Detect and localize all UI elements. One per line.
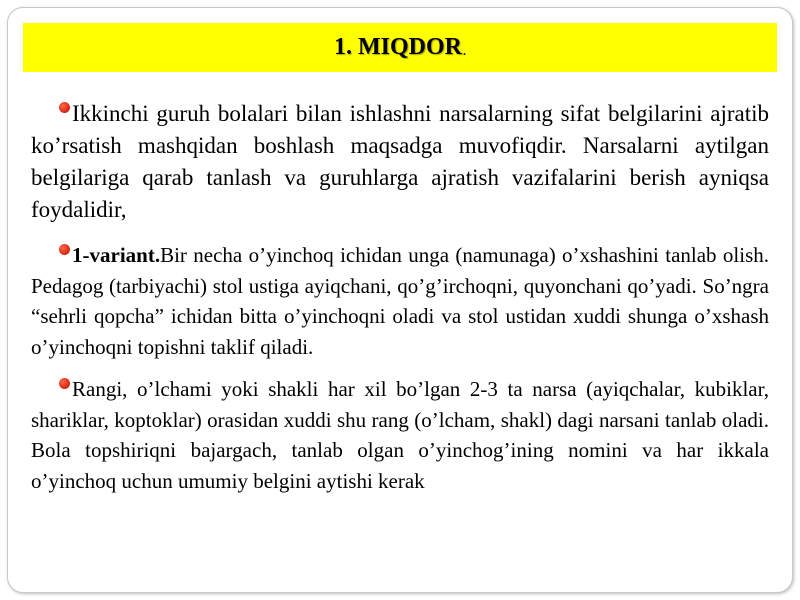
- paragraph-1: [31, 98, 769, 226]
- bullet-icon: [59, 102, 70, 113]
- paragraph-3: [31, 374, 769, 496]
- paragraph-text: Rangi, o’lchami yoki shakli har xil bo’lgan 2-3 ta narsa (ayiqchalar, kubiklar, shariklar, koptoklar) orasidan xuddi shu rang (o’lcham, shakl) dagi narsani tanlab oladi. Bola topshiriqni bajargach, tanlab olgan o’yinchog’ining nomini va har ikkala o’yinchoq uchun umumiy belgini aytishi kerak: [31, 377, 769, 493]
- slide-title: 1. MIQDOR: [334, 34, 462, 60]
- paragraph-text: Bir necha o’yinchoq ichidan unga (namunaga) o’xshashini tanlab olish. Pedagog (tarbiyachi) stol ustiga ayiqchani, qo’g’irchoqni, quyonchani qo’yadi. So’ngra “sehrli qopcha” ichidan bitta o’yinchoqni oladi va stol ustidan xuddi shunga o’xshash o’yinchoqni topishni taklif qiladi.: [31, 243, 769, 359]
- paragraph-2: [31, 240, 769, 362]
- title-bar: [23, 23, 777, 72]
- title-dot: .: [463, 44, 466, 58]
- paragraph-text: Ikkinchi guruh bolalari bilan ishlashni narsalarning sifat belgilarini ajratib ko’rsatish mashqidan boshlash maqsadga muvofiqdir. Narsalarni aytilgan belgilariga qarab tanlash va guruhlarga ajratish vazifalarini berish ayniqsa foydalidir,: [31, 101, 769, 222]
- bullet-icon: [59, 378, 70, 389]
- paragraph-lead: 1-variant.: [72, 243, 161, 267]
- slide-content: [31, 98, 769, 496]
- bullet-icon: [59, 244, 70, 255]
